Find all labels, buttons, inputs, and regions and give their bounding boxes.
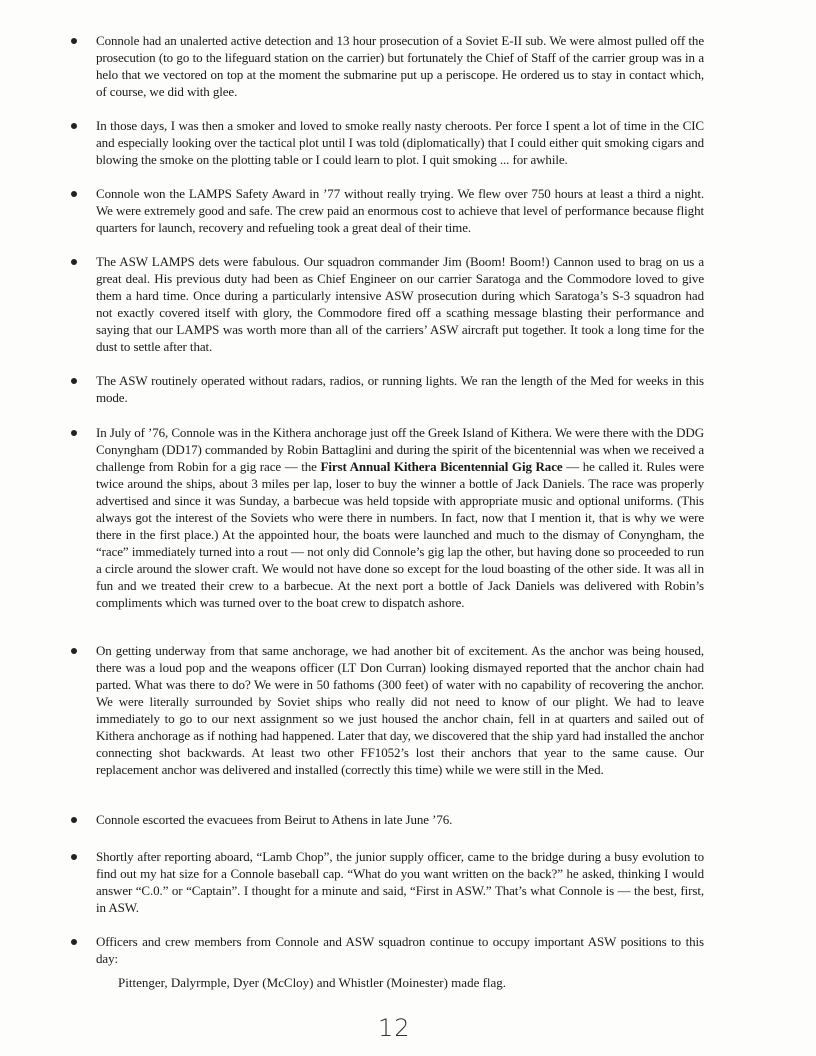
bullet-dot bbox=[71, 38, 77, 44]
bullet-dot bbox=[71, 378, 77, 384]
bullet-dot bbox=[71, 123, 77, 129]
page-number: 12 bbox=[378, 1014, 411, 1042]
bullet-dot bbox=[71, 854, 77, 860]
bullet-dot bbox=[71, 939, 77, 945]
bullet-text: On getting underway from that same anchorage, we had another bit of excitement. As the anchor was being housed, there was a loud pop and the weapons officer (LT Don Curran) looking dismayed reported that the anchor chain had parted. What was there to do? We were in 50 fathoms (300 feet) of water with no capability of recovering the anchor. We were literally surrounded by Soviet ships who really did not need to know of our plight. We had to leave immediately to go to our next assignment so we just housed the anchor chain, fell in at quarters and sailed out of Kithera anchorage as if nothing had happened. Later that day, we discovered that the ship yard had installed the anchor connecting shot backwards. At least two other FF1052’s lost their anchors that year to the same cause. Our replacement anchor was delivered and installed (correctly this time) while we were still in the Med. bbox=[96, 643, 704, 777]
bullet-text: Officers and crew members from Connole and ASW squadron continue to occupy important ASW positions to this day: bbox=[96, 934, 704, 966]
bullet-dot bbox=[71, 430, 77, 436]
bullet-dot bbox=[71, 259, 77, 265]
bullet-text: In those days, I was then a smoker and loved to smoke really nasty cheroots. Per force I spent a lot of time in the CIC and especially looking over the tactical plot until I was told (diplomatically) that I could either quit smoking cigars and blowing the smoke on the plotting table or I could learn to plot. I quit smoking ... for awhile. bbox=[96, 118, 704, 167]
bullet-text-part: In July of ’76, Connole was in the Kithera anchorage just off the Greek Island of Kithera. We were there with the DDG Conyngham (DD17) commanded by Robin Battaglini and during the spirit of the bicentennial was when we received a challenge from Robin for a gig race — the bbox=[96, 425, 704, 474]
bullet-text-part: — he called it. Rules were twice around the ships, about 3 miles per lap, loser to buy the winner a bottle of Jack Daniels. The race was properly advertised and since it was Sunday, a barbecue was held topside with appropriate music and optional uniforms. (This always got the interest of the Soviets who were there in numbers. In fact, now that I mention it, that is why we were there in the first place.) At the appointed hour, the boats were launched and much to the dismay of Conyngham, the “race” immediately turned into a rout — not only did Connole’s gig lap the other, but having done so proceeded to run a circle around the slower craft. We would not have done so except for the loud boasting of the other side. It was all in fun and we treated their crew to a barbecue. At the next port a bottle of Jack Daniels was delivered with Robin’s compliments which was turned over to the boat crew to dispatch ashore. bbox=[96, 459, 705, 610]
bullet-dot bbox=[71, 648, 77, 654]
flag-officers-line: Pittenger, Dalyrmple, Dyer (McCloy) and Whistler (Moinester) made flag. bbox=[118, 975, 507, 990]
bullet-dot bbox=[71, 817, 77, 823]
bullet-text: The ASW LAMPS dets were fabulous. Our squadron commander Jim (Boom! Boom!) Cannon used to brag on us a great deal. His previous duty had been as Chief Engineer on our carrier Saratoga and the Commodore loved to give them a hard time. Once during a particularly intensive ASW prosecution during which Saratoga’s S-3 squadron had not exactly covered itself with glory, the Commodore fired off a scathing message blasting their performance and saying that our LAMPS was worth more than all of the carriers’ ASW aircraft put together. It took a long time for the dust to settle after that. bbox=[96, 254, 704, 354]
bullet-text: Shortly after reporting aboard, “Lamb Chop”, the junior supply officer, came to the bridge during a busy evolution to find out my hat size for a Connole baseball cap. “What do you want written on the back?” he asked, thinking I would answer “C.0.” or “Captain”. I thought for a minute and said, “First in ASW.” That’s what Connole is — the best, first, in ASW. bbox=[96, 849, 704, 915]
bullet-text: Connole escorted the evacuees from Beirut to Athens in late June ’76. bbox=[96, 812, 453, 827]
bullet-text: The ASW routinely operated without radars, radios, or running lights. We ran the length of the Med for weeks in this mode. bbox=[96, 373, 704, 405]
gig-race-title: First Annual Kithera Bicentennial Gig Race bbox=[320, 459, 563, 474]
bullet-text: Connole won the LAMPS Safety Award in ’77 without really trying. We flew over 750 hours at least a third a night. We were extremely good and safe. The crew paid an enormous cost to achieve that level of performance because flight quarters for launch, recovery and refueling took a great deal of their time. bbox=[96, 186, 704, 235]
bullet-text bbox=[96, 424, 704, 611]
bullet-text: Connole had an unalerted active detection and 13 hour prosecution of a Soviet E-II sub. We were almost pulled off the prosecution (to go to the lifeguard station on the carrier) but fortunately the Chief of Staff of the carrier group was in a helo that we vectored on top at the moment the submarine put up a periscope. He ordered us to stay in contact which, of course, we did with glee. bbox=[96, 33, 704, 99]
bullet-dot bbox=[71, 191, 77, 197]
